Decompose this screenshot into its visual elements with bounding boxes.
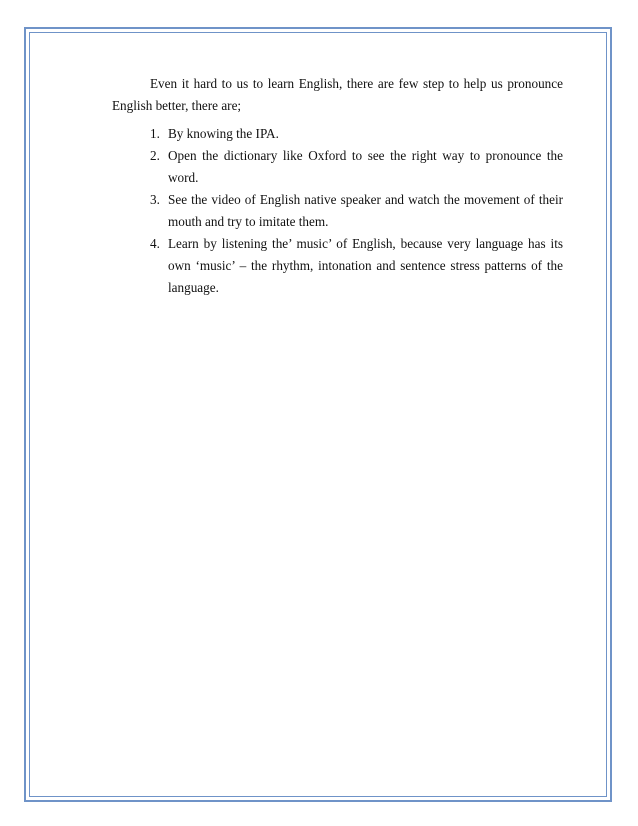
list-item-text: Open the dictionary like Oxford to see the right way to pronounce the word. bbox=[168, 148, 563, 185]
list-item bbox=[112, 189, 563, 233]
list-item-number: 2. bbox=[150, 148, 160, 163]
list-item bbox=[112, 233, 563, 299]
list-item-number: 3. bbox=[150, 192, 160, 207]
list-item-text: By knowing the IPA. bbox=[168, 126, 279, 141]
intro-paragraph: Even it hard to us to learn English, there are few step to help us pronounce English better, there are; bbox=[112, 76, 563, 113]
document-body bbox=[112, 73, 563, 299]
list-item-number: 1. bbox=[150, 126, 160, 141]
list-item bbox=[112, 123, 563, 145]
list-item-text: See the video of English native speaker and watch the movement of their mouth and try to imitate them. bbox=[168, 192, 563, 229]
list-item bbox=[112, 145, 563, 189]
list-item-text: Learn by listening the’ music’ of English, because very language has its own ‘music’ – the rhythm, intonation and sentence stress patterns of the language. bbox=[168, 236, 563, 295]
pronunciation-tips-list bbox=[112, 123, 563, 299]
list-item-number: 4. bbox=[150, 236, 160, 251]
